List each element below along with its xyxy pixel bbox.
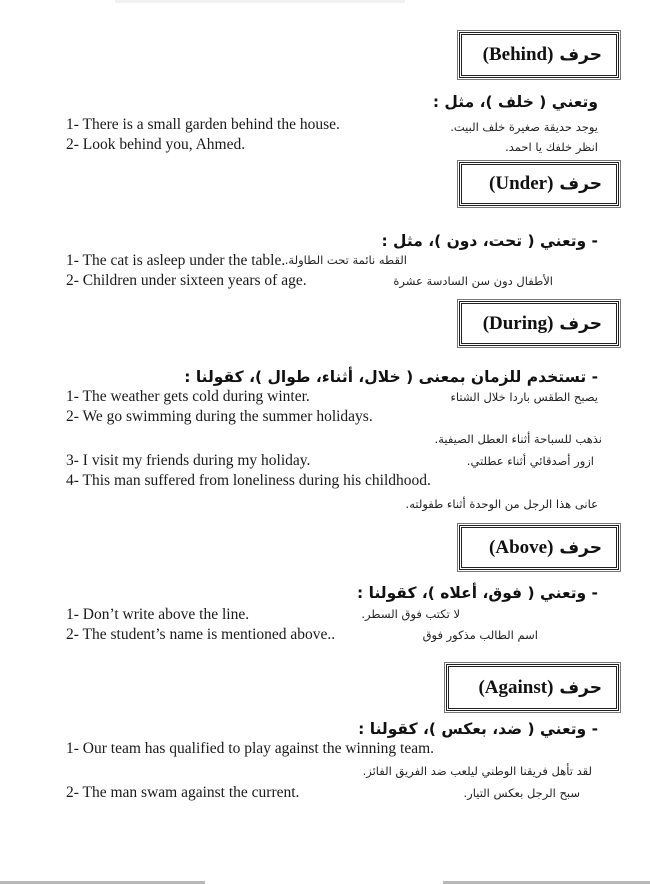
example-en: 4- This man suffered from loneliness during his childhood. (66, 472, 431, 489)
example-ar: عانى هذا الرجل من الوحدة أثناء طفولته. (405, 497, 598, 511)
example-en: 2- Look behind you, Ahmed. (66, 136, 246, 153)
example-en: 1- Don’t write above the line. (66, 606, 250, 623)
example-en: 1- The weather gets cold during winter. (66, 388, 310, 405)
example-ar: نذهب للسباحة أثناء العطل الصيفية. (434, 432, 602, 446)
heading-word: (Under) (489, 173, 554, 194)
top-edge-line (115, 0, 405, 3)
example-ar: الأطفال دون سن السادسة عشرة (393, 274, 553, 288)
example-en: 2- The student’s name is mentioned above.. (66, 626, 336, 643)
example-en: 2- We go swimming during the summer holidays. (66, 408, 373, 425)
example-en: 1- Our team has qualified to play against the winning team. (66, 740, 435, 757)
meaning-behind: وتعني ( خلف )، مثل : (432, 93, 598, 111)
heading-arabic: حرف (559, 677, 602, 698)
heading-word: (Above) (489, 536, 554, 558)
meaning-during: - تستخدم للزمان بمعنى ( خلال، أثناء، طوال )، كقولنا : (184, 368, 598, 386)
example-en: 2- The man swam against the current. (66, 784, 300, 801)
heading-word: (Behind) (482, 44, 554, 65)
example-ar: يوجد حديقة صغيرة خلف البيت. (450, 120, 598, 134)
example-en: 3- I visit my friends during my holiday. (66, 452, 311, 469)
heading-box-against (446, 664, 619, 711)
heading-arabic: حرف (559, 45, 602, 65)
example-en: 1- The cat is asleep under the table. (66, 252, 286, 269)
heading-box-above (459, 525, 619, 570)
heading-word: (During) (482, 312, 554, 334)
meaning-against: - وتعني ( ضد، بعكس )، كقولنا : (358, 720, 598, 738)
example-ar: لا تكتب فوق السطر. (361, 607, 460, 621)
example-ar: لقد تأهل فريقنا الوطني ليلعب ضد الفريق الفائز. (362, 764, 592, 778)
heading-arabic: حرف (559, 313, 602, 334)
heading-arabic: حرف (559, 174, 602, 194)
example-ar: يصبح الطقس باردا خلال الشتاء (450, 390, 598, 404)
heading-box-behind (459, 32, 619, 78)
heading-box-under (459, 162, 619, 206)
example-en: 1- There is a small garden behind the house. (66, 116, 340, 133)
example-ar: ازور أصدقائي أثناء عطلتي. (466, 454, 594, 468)
example-ar: انظر خلفك يا احمد. (505, 140, 598, 154)
heading-word: (Against) (478, 676, 554, 698)
meaning-under: - وتعني ( تحت، دون )، مثل : (381, 232, 598, 250)
example-ar: سبح الرجل بعكس التيار. (463, 786, 580, 800)
example-ar: القطه نائمة تحت الطاولة. (284, 253, 407, 267)
example-en: 2- Children under sixteen years of age. (66, 272, 307, 289)
example-ar: اسم الطالب مذكور فوق (422, 628, 538, 642)
heading-arabic: حرف (559, 537, 602, 558)
heading-box-during (459, 301, 619, 346)
meaning-above: - وتعني ( فوق، أعلاه )، كقولنا : (357, 584, 598, 602)
